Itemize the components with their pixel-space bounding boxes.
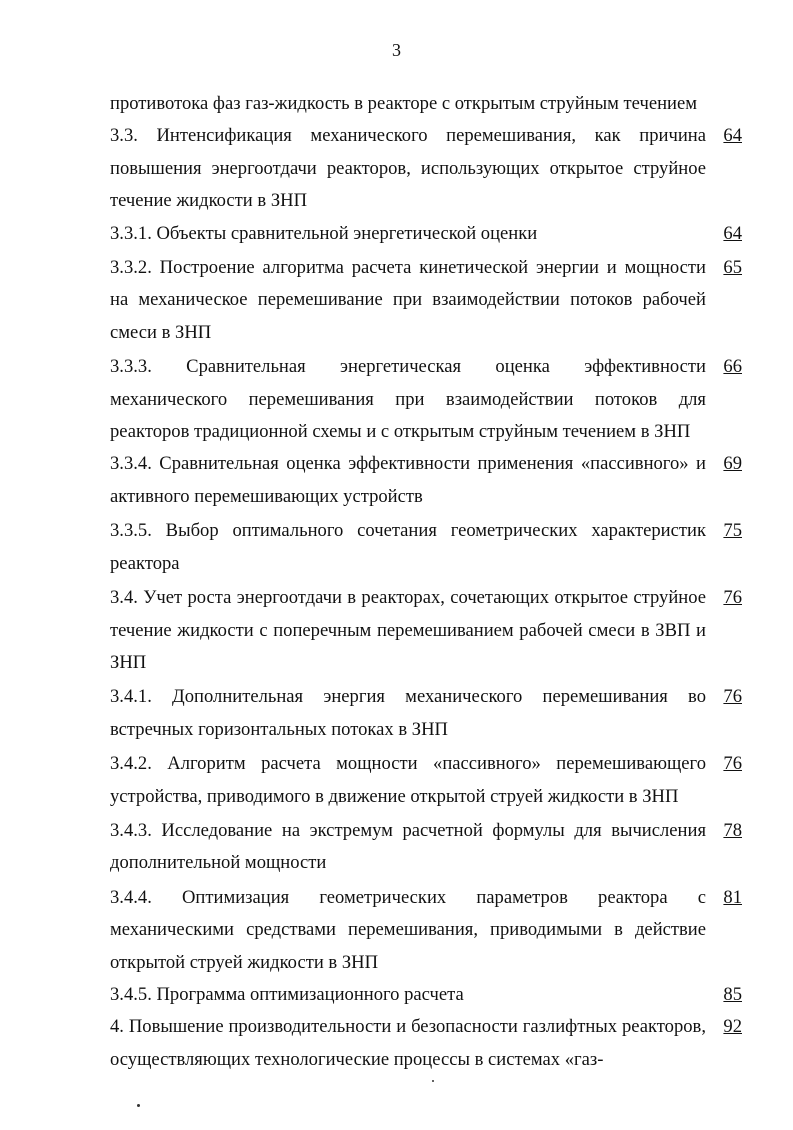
toc-entry-page[interactable]: 92 [723, 1016, 742, 1038]
toc-entry-page[interactable]: 64 [723, 125, 742, 147]
toc-entry-page[interactable]: 64 [723, 222, 742, 244]
toc-entry [110, 582, 742, 679]
toc-entry [110, 351, 742, 448]
scan-speck [432, 1080, 434, 1082]
toc-entry-text: 3.4.4. Оптимизация геометрических параметров реактора с механическими средствами перемешивания, приводимыми в действие открытой струей жидкости в ЗНП [110, 886, 706, 973]
toc-entry-text: 3.4.2. Алгоритм расчета мощности «пассивного» перемешивающего устройства, приводимого в движение открытой струей жидкости в ЗНП [110, 753, 706, 807]
toc-entry [110, 815, 742, 880]
toc-entry-text: 3.3.1. Объекты сравнительной энергетической оценки [110, 222, 538, 244]
toc-entry-page[interactable]: 78 [723, 819, 742, 841]
toc-entry [110, 88, 742, 120]
toc-entry-page[interactable]: 76 [723, 753, 742, 775]
toc-entry-text: 3.4.3. Исследование на экстремум расчетной формулы для вычисления дополнительной мощности [110, 819, 706, 874]
toc-entry [110, 252, 742, 349]
toc-entry [110, 120, 742, 217]
toc-entry-page[interactable]: 65 [723, 257, 742, 279]
toc-entry-page[interactable]: 81 [723, 886, 742, 908]
toc-entry [110, 882, 742, 979]
toc-entry-text: 3.4.5. Программа оптимизационного расчета [110, 983, 464, 1005]
toc-entry [110, 681, 742, 746]
toc-entry-page[interactable]: 76 [723, 587, 742, 609]
toc-entry-text: 3.3.4. Сравнительная оценка эффективности применения «пассивного» и активного перемешивающих устройств [110, 453, 706, 507]
toc-entry-page[interactable]: 66 [723, 356, 742, 378]
toc-entry-text: 3.3.2. Построение алгоритма расчета кинетической энергии и мощности на механическое перемешивание при взаимодействии потоков рабочей смеси в ЗНП [110, 257, 706, 343]
toc-entry-page[interactable]: 76 [723, 686, 742, 708]
toc-entry-page[interactable]: 69 [723, 453, 742, 475]
toc-entry [110, 1011, 742, 1076]
toc-entry [110, 515, 742, 580]
toc-entry-text: 4. Повышение производительности и безопасности газлифтных реакторов, осуществляющих технологические процессы в системах «газ- [110, 1016, 706, 1070]
toc-entry-page[interactable]: 85 [723, 983, 742, 1005]
page-number: 3 [392, 40, 401, 60]
toc-entry-text: 3.3. Интенсификация механического перемешивания, как причина повышения энергоотдачи реакторов, использующих открытое струйное течение жидкости в ЗНП [110, 125, 706, 212]
toc-entry-text: 3.3.5. Выбор оптимального сочетания геометрических характеристик реактора [110, 520, 706, 574]
toc-entry [110, 979, 742, 1011]
toc-entry-text: 3.4.1. Дополнительная энергия механического перемешивания во встречных горизонтальных потоках в ЗНП [110, 686, 706, 740]
toc-entry-text: противотока фаз газ-жидкость в реакторе с открытым струйным течением [110, 93, 697, 114]
toc-entry-text: 3.4. Учет роста энергоотдачи в реакторах, сочетающих открытое струйное течение жидкости с поперечным перемешиванием рабочей смеси в ЗВП и ЗНП [110, 587, 706, 673]
toc-entry [110, 218, 742, 250]
table-of-contents [110, 88, 742, 1076]
scan-speck [137, 1104, 140, 1107]
toc-entry-text: 3.3.3. Сравнительная энергетическая оценка эффективности механического перемешивания при взаимодействии потоков для реакторов традиционной схемы и с открытым струйным течением в ЗНП [110, 356, 706, 443]
toc-entry-page[interactable]: 75 [723, 520, 742, 542]
toc-entry [110, 448, 742, 513]
toc-entry [110, 748, 742, 813]
